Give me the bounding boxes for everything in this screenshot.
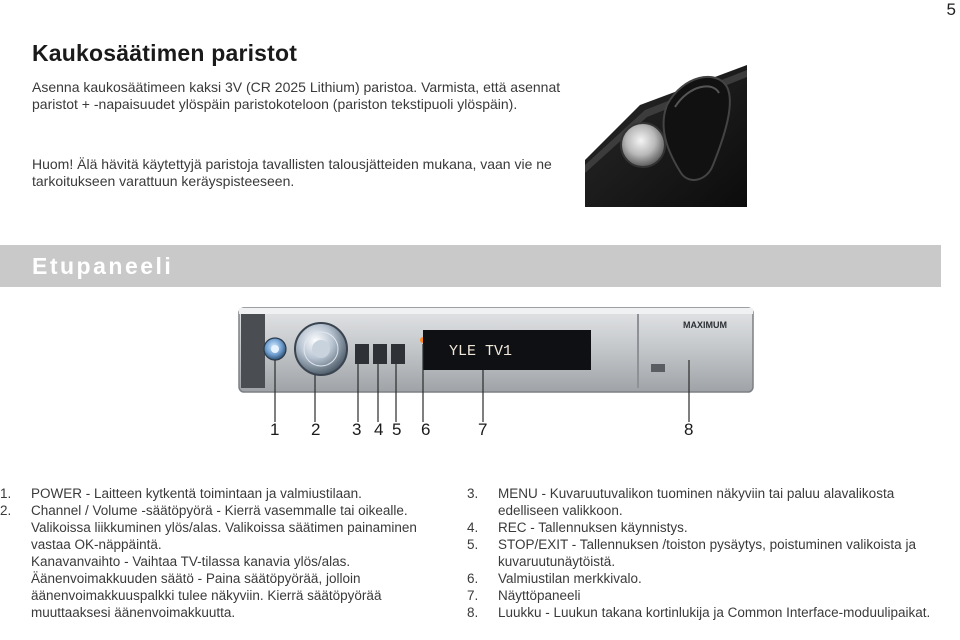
callout-5: 5 [392,420,402,439]
list-item-number: 7. [467,588,479,603]
list-item-number: 3. [467,486,479,501]
list-item-text: Channel / Volume -säätöpyörä - Kierrä vasemmalle tai oikealle. Valikoissa liikkuminen ylös/alas. Valikoissa säätimen painaminen vastaa OK-näppäintä. Kanavanvaihto - Vaihtaa TV-tilassa kanavia ylös/alas. Äänenvoimakkuuden säätö - Paina säätöpyörää, jolloin äänenvoimakkuuspalkki tulee näkyviin. Kierrä säätöpyörää muuttaaksesi äänenvoimakkuutta. [31,503,417,620]
battery-disposal-note: Huom! Älä hävitä käytettyjä paristoja tavallisten talousjätteiden mukana, vaan vie ne tarkoitukseen varattuun keräyspisteeseen. [32,156,552,189]
brand-logo: MAXIMUM [683,320,727,330]
callout-8: 8 [684,420,694,439]
list-item [467,536,937,570]
battery-instructions: Asenna kaukosäätimeen kaksi 3V (CR 2025 Lithium) paristoa. Varmista, että asennat paristot + -napaisuudet ylöspäin paristokoteloon (pariston tekstipuoli ylöspäin). [32,79,561,112]
callout-7: 7 [478,420,488,439]
list-item-text: POWER - Laitteen kytkentä toimintaan ja valmiustilaan. [31,486,362,501]
front-panel-list-left [0,485,450,621]
list-item [0,502,450,621]
callout-4: 4 [374,420,384,439]
list-item-number: 2. [0,503,12,518]
front-panel-section-bar [0,245,941,287]
callout-1: 1 [270,420,280,439]
list-item [0,485,450,502]
list-item-text: Luukku - Luukun takana kortinlukija ja Common Interface-moduulipaikat. [498,605,931,620]
front-panel-list-right [467,485,937,621]
list-item [467,587,937,604]
remote-battery-photo [585,65,747,207]
list-item [467,570,937,587]
display-text: YLE TV1 [449,343,513,360]
callout-6: 6 [421,420,431,439]
list-item-number: 5. [467,537,479,552]
page-number: 5 [946,0,956,19]
battery-section-title: Kaukosäätimen paristot [32,40,298,66]
list-item-text: Näyttöpaneeli [498,588,581,603]
list-item-text: MENU - Kuvaruutuvalikon tuominen näkyviin tai paluu alavalikosta edelliseen valikkoon. [498,486,895,518]
list-item-text: REC - Tallennuksen käynnistys. [498,520,688,535]
list-item-number: 6. [467,571,479,586]
list-item [467,604,937,621]
callout-2: 2 [311,420,321,439]
callout-3: 3 [352,420,362,439]
front-panel-title: Etupaneeli [32,253,174,279]
list-item [467,485,937,519]
list-item-number: 4. [467,520,479,535]
list-item-text: Valmiustilan merkkivalo. [498,571,642,586]
list-item-text: STOP/EXIT - Tallennuksen /toiston pysäytys, poistuminen valikoista ja kuvaruutunäytöistä. [498,537,916,569]
list-item-number: 8. [467,605,479,620]
list-item [467,519,937,536]
list-item-number: 1. [0,486,12,501]
